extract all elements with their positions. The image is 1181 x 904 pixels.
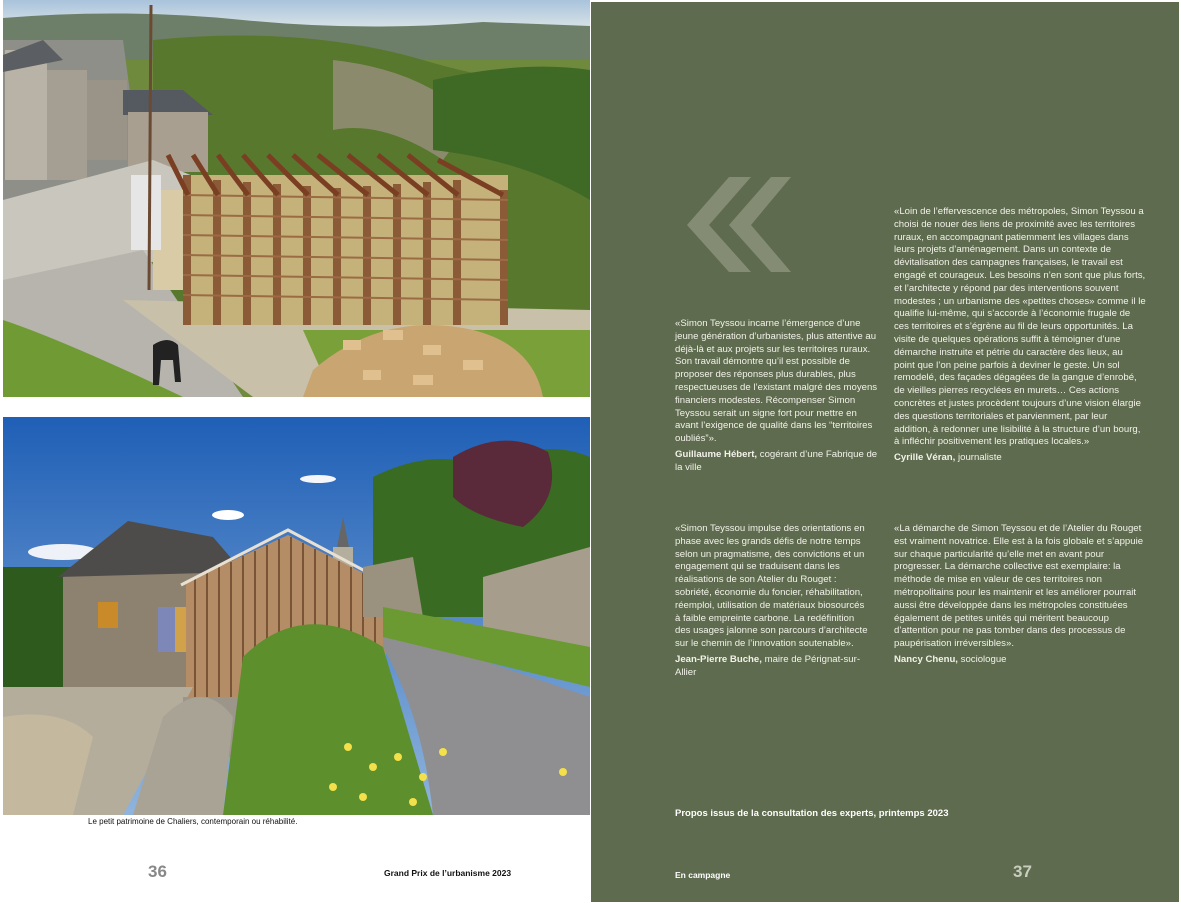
source-note: Propos issus de la consultation des experts, printemps 2023: [675, 808, 949, 819]
author-name: Cyrille Véran,: [894, 452, 956, 464]
photo-caption: Le petit patrimoine de Chaliers, contemporain ou réhabilité.: [88, 817, 298, 826]
author-name: Nancy Chenu,: [894, 653, 958, 665]
quote-block: [894, 523, 1144, 667]
author-name: Guillaume Hébert,: [675, 448, 758, 460]
quote-block: [675, 318, 880, 475]
author-role: sociologue: [957, 653, 1007, 665]
quote-block: [894, 206, 1146, 465]
page-number-right: 37: [1013, 862, 1032, 881]
quote-text: «Simon Teyssou incarne l’émergence d’une jeune génération d’urbanistes, plus attentive au déjà-là et aux projets sur les territoires ruraux. Son travail démontre qu’il est possible de proposer des réponses plus durables, plus respectueuses de l’existant malgré des moyens financiers modestes. Récompenser Simon Teyssou serait un signe fort pour mettre en avant l’exigence de qualité dans les “territoires oubliés”».: [675, 318, 878, 445]
running-title-right: En campagne: [675, 870, 731, 880]
running-title-left: Grand Prix de l’urbanisme 2023: [384, 868, 512, 878]
author-name: Jean-Pierre Buche,: [675, 653, 762, 665]
quote-author: [675, 654, 871, 680]
quote-author: [675, 449, 880, 475]
author-role: cogérant d’une Fabrique de la ville: [675, 448, 878, 473]
quote-author: [894, 654, 1144, 667]
quote-block: [675, 523, 871, 680]
author-role: maire de Pérignat-sur-Allier: [675, 653, 861, 678]
quote-text: «Loin de l’effervescence des métropoles, Simon Teyssou a choisi de nouer des liens de proximité avec les territoires ruraux, en accompagnant patiemment les villages dans leurs projets d’aménagement. Dans un contexte de dévitalisation des campagnes françaises, le travail est engagé et courageux. Les besoins n’en sont que plus forts, et l’architecte y répond par des interventions souvent modestes ; un urbanisme des «petites choses» comme il le qualifie lui-même, qui s’accorde à l’économie frugale de ces territoires et s’égrène au fil de leurs opportunités. La visite de quelques opérations suffit à témoigner d’une démarche instruite et pétrie du caractère des lieux, au point que l’on peine parfois à deviner le geste. Un sol remodelé, des façades dégagées de la gangue d’enrobé, de vieilles pierres recyclées en murets… Ces actions concrètes et justes procèdent toujours d’une vision élargie des questions territoriales et parvienment, par leur addition, à redonner une lisibilité à la structure d’un bourg, à infléchir positivement les pratiques locales.»: [894, 206, 1146, 448]
quotation-mark-icon: [681, 177, 791, 277]
photo-stone-houses-wooden-shed: [3, 417, 590, 815]
page-number-left: 36: [148, 862, 167, 881]
quote-author: [894, 452, 1146, 465]
right-page: [591, 2, 1179, 902]
quote-text: «Simon Teyssou impulse des orientations en phase avec les grands défis de notre temps selon un pragmatisme, des convictions et un engagement qui se traduisent dans les réalisations de son Atelier du Rouget : sobriété, économie du foncier, réhabilitation, réemploi, utilisation de matériaux biosourcés à faible empreinte carbone. La redéfinition des usages jalonne son parcours d’architecte sur le chemin de l’innovation soutenable».: [675, 523, 868, 650]
left-page: [0, 0, 590, 904]
quote-text: «La démarche de Simon Teyssou et de l’Atelier du Rouget est vraiment novatrice. Elle est à la fois globale et s’appuie sur chaque particularité qu’elle met en avant pour progresser. La démarche collective est exemplaire: la méthode de mise en valeur de ces territoires non métropolitains pour les maintenir et les améliorer pourrait aussi être développée dans les métropoles constituées également de petites unités qui méritent beaucoup d’attention pour ne pas tomber dans des processus de paupérisation irréversibles».: [894, 523, 1144, 650]
author-role: journaliste: [955, 452, 1002, 464]
photo-village-wooden-structure: [3, 0, 590, 397]
